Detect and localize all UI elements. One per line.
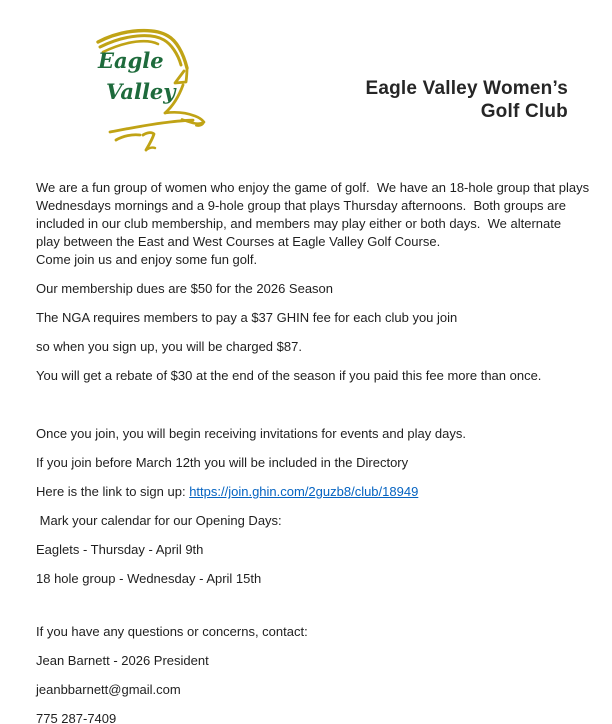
blank-gap-1 — [36, 396, 592, 425]
contact-heading: If you have any questions or concerns, contact: — [36, 624, 308, 639]
logo-word-valley: Valley — [106, 79, 176, 104]
calendar-heading: Mark your calendar for our Opening Days: — [36, 513, 282, 528]
club-logo — [86, 26, 210, 152]
eighteen-hole-opening-line: 18 hole group - Wednesday - April 15th — [36, 571, 262, 586]
invitations-line: Once you join, you will begin receiving invitations for events and play days. — [36, 426, 466, 441]
ghin-fee-line: The NGA requires members to pay a $37 GHIN fee for each club you join — [36, 310, 458, 325]
signup-line — [36, 483, 592, 501]
intro-line-1: We are a fun group of women who enjoy the game of golf. We have an 18-hole group that plays — [36, 180, 590, 195]
logo-word-eagle: Eagle — [98, 48, 164, 73]
intro-line-3: included in our club membership, and members may play either or both days. We alternate — [36, 216, 562, 231]
signup-link[interactable]: https://join.ghin.com/2guzb8/club/18949 — [189, 484, 419, 499]
blank-gap-2 — [36, 599, 592, 623]
charge-line: so when you sign up, you will be charged $87. — [36, 339, 302, 354]
title-line2: Golf Club — [480, 101, 568, 122]
page-title — [365, 77, 568, 123]
intro-line-4: play between the East and West Courses at Eagle Valley Golf Course. — [36, 234, 441, 249]
intro-line-2: Wednesdays mornings and a 9-hole group that plays Thursday afternoons. Both groups are — [36, 198, 566, 213]
rebate-line: You will get a rebate of $30 at the end of the season if you paid this fee more than once. — [36, 368, 542, 383]
eaglets-opening-line: Eaglets - Thursday - April 9th — [36, 542, 204, 557]
contact-name: Jean Barnett - 2026 President — [36, 653, 209, 668]
eagle-icon — [86, 26, 210, 152]
contact-email: jeanbbarnett@gmail.com — [36, 682, 181, 697]
dues-line: Our membership dues are $50 for the 2026 Season — [36, 281, 334, 296]
intro-paragraph — [36, 179, 592, 269]
signup-prefix: Here is the link to sign up: — [36, 484, 190, 499]
directory-line: If you join before March 12th you will be included in the Directory — [36, 455, 409, 470]
contact-phone: 775 287-7409 — [36, 711, 117, 724]
intro-line-5: Come join us and enjoy some fun golf. — [36, 252, 258, 267]
body-content — [36, 179, 592, 724]
title-line1: Eagle Valley Women’s — [365, 78, 568, 99]
